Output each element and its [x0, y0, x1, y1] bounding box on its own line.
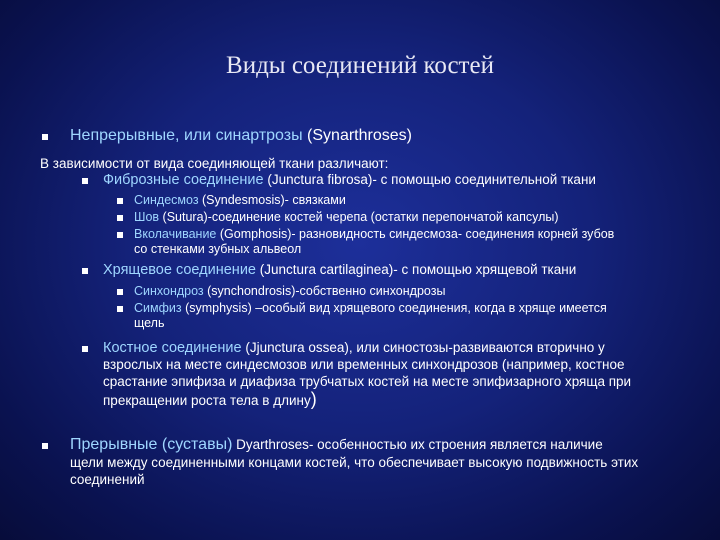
fibrous-line [103, 172, 596, 188]
cartilage-item-term: Синхондроз [134, 284, 204, 298]
fibrous-rest: (Junctura fibrosa)- с помощью соединительной ткани [263, 172, 596, 187]
bullet-icon [82, 268, 88, 274]
bone-cont-last [103, 389, 317, 410]
bullet-icon [82, 346, 88, 352]
fibrous-item [134, 210, 559, 224]
bone-line [103, 340, 605, 356]
cartilage-line [103, 262, 576, 278]
synarthroses-rest: (Synarthroses) [302, 127, 412, 144]
cartilage-item-cont: щель [134, 316, 165, 330]
diarthroses-term: Прерывные (суставы) [70, 436, 233, 453]
bone-term: Костное соединение [103, 340, 242, 356]
fibrous-item-term: Вколачивание [134, 227, 217, 241]
cartilage-item-term: Симфиз [134, 301, 182, 315]
cartilage-item-rest: (synchondrosis)-собственно синхондрозы [203, 284, 446, 298]
fibrous-item [134, 193, 346, 207]
cartilage-item-rest: (symphysis) –особый вид хрящевого соединения, когда в хряще имеется [181, 301, 607, 315]
fibrous-item-rest: (Syndesmosis)- связками [198, 193, 346, 207]
diarthroses-line [70, 436, 603, 454]
bullet-icon [42, 443, 48, 449]
diarthroses-cont: соединений [70, 472, 145, 487]
bullet-icon [82, 178, 88, 184]
bullet-icon [117, 289, 123, 295]
bullet-icon [42, 134, 48, 140]
bone-rest: (Jjunctura ossea), или синостозы-развиваются вторично у [241, 340, 605, 355]
bone-cont: срастание эпифиза и диафиза трубчатых костей на месте эпифизарного хряща при [103, 374, 632, 389]
fibrous-item [134, 227, 614, 241]
bullet-icon [117, 198, 123, 204]
cartilage-rest: (Junctura cartilaginea)- с помощью хрящевой ткани [255, 262, 577, 277]
synarthroses-line [70, 127, 412, 145]
synarthroses-term: Непрерывные, или синартрозы [70, 127, 303, 144]
bone-cont: взрослых на месте синдесмозов или временных синхондрозов (например, костное [103, 357, 625, 372]
cartilage-item [134, 301, 607, 315]
bullet-icon [117, 306, 123, 312]
fibrous-term: Фиброзные соединение [103, 172, 264, 188]
fibrous-item-rest: (Sutura)-соединение костей черепа (остатки перепончатой капсулы) [159, 210, 559, 224]
diarthroses-rest: Dyarthroses- особенностью их строения является наличие [232, 437, 603, 452]
fibrous-item-term: Синдесмоз [134, 193, 199, 207]
diarthroses-cont: щели между соединенными концами костей, что обеспечивает высокую подвижность этих [70, 455, 639, 470]
bone-cont: прекращении роста тела в длину [103, 393, 311, 408]
fibrous-item-rest: (Gomphosis)- разновидность синдесмоза- соединения корней зубов [216, 227, 615, 241]
bone-paren: ) [310, 389, 317, 409]
bullet-icon [117, 232, 123, 238]
cartilage-term: Хрящевое соединение [103, 262, 256, 278]
bullet-icon [117, 215, 123, 221]
cartilage-item [134, 284, 445, 298]
slide-title: Виды соединений костей [226, 52, 494, 79]
fibrous-item-cont: со стенками зубных альвеол [134, 242, 302, 256]
fibrous-item-term: Шов [134, 210, 160, 224]
intro-text: В зависимости от вида соединяющей ткани различают: [40, 156, 389, 171]
